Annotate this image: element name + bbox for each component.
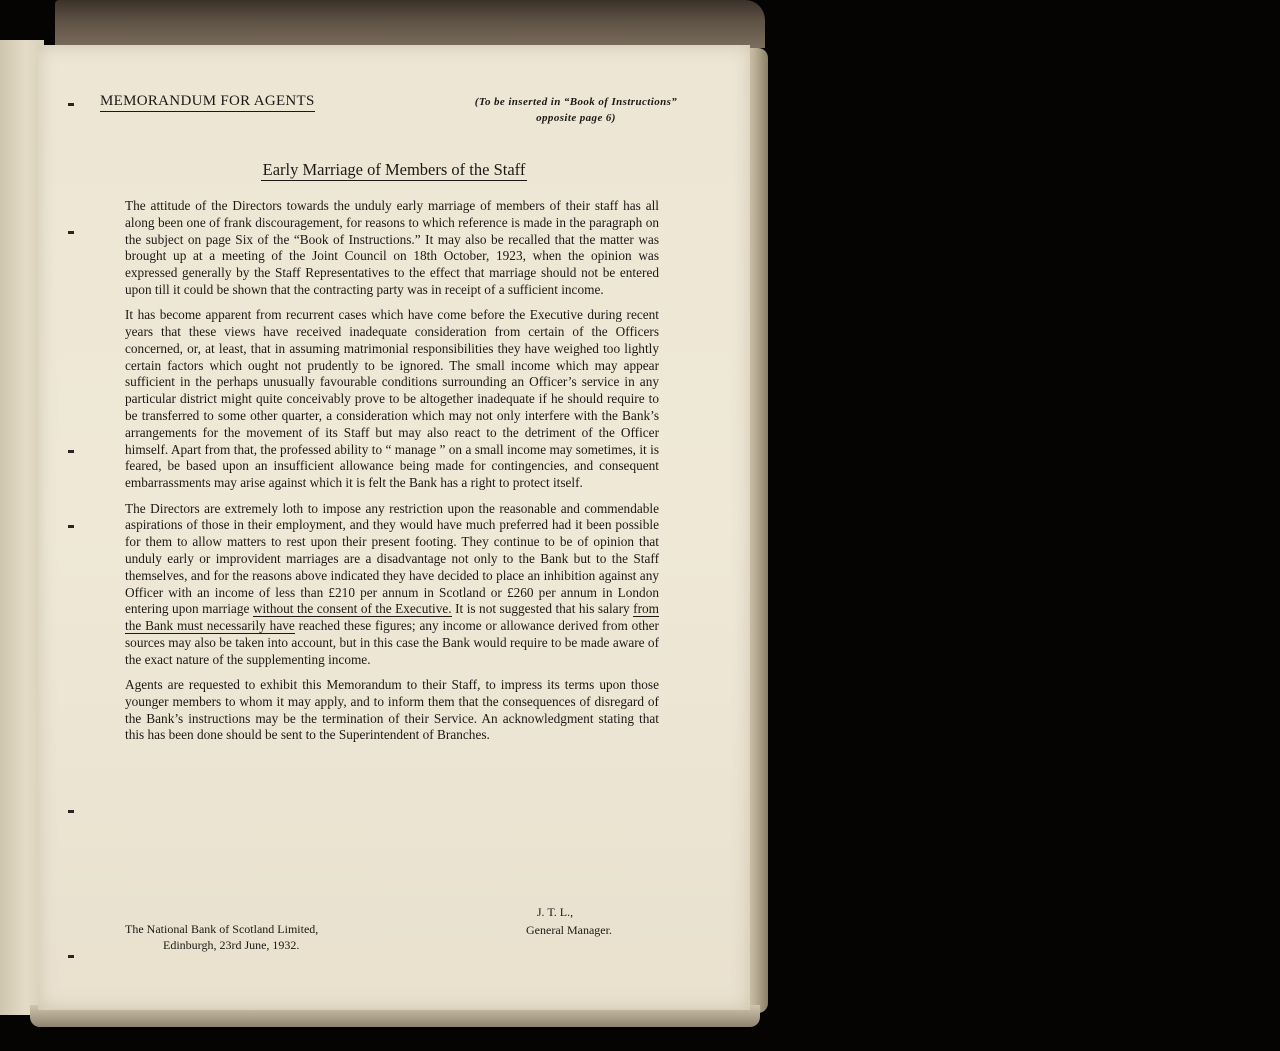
underlined-salary-clause: from the Bank must necessarily have <box>125 601 659 634</box>
gutter-mark <box>68 525 74 528</box>
gutter-mark <box>68 103 74 106</box>
gutter-mark <box>68 231 74 234</box>
paragraph-3-text-a: The Directors are extremely loth to impose any restriction upon the reasonable and commendable aspirations of those in their employment, and they would have much preferred had it been possible for them to allow matters to rest upon their present footing. They continue to be of opinion that unduly early or improvident marriages are a disadvantage not only to the Bank but to the Staff themselves, and for the reasons above indicated they have decided to place an inhibition against any Officer with an income of less than £210 per annum in Scotland or £260 per annum in London entering upon marriage <box>125 500 659 617</box>
insert-note-line1: (To be inserted in “Book of Instructions” <box>474 96 678 108</box>
paragraph-2: It has become apparent from recurrent cases which have come before the Executive during recent years that these views have received inadequate consideration from certain of the Officers concerned, or, at least, that in assuming matrimonial responsibilities they have weighed too lightly certain factors which ought not prudently to be ignored. The small income which may appear sufficient in the perhaps unusually favourable conditions surrounding an Officer’s service in any particular district might quite conceivably prove to be altogether inadequate if he should require to be transferred to some other quarter, a consideration which may not only interfere with the Bank’s arrangements for the movement of its Staff but may also react to the detriment of the Officer himself. Apart from that, the professed ability to “ manage ” on a small income may sometimes, it is feared, be based upon an insufficient allowance being made for contingencies, and consequent embarrassments may arise against which it is felt the Bank has a right to protect itself. <box>125 307 659 491</box>
memo-body <box>125 198 659 753</box>
paragraph-3 <box>125 501 659 669</box>
issuer-block <box>125 921 318 953</box>
memorandum-page <box>38 45 750 1010</box>
paragraph-4: Agents are requested to exhibit this Memorandum to their Staff, to impress its terms upon those younger members to whom it may apply, and to inform them that the consequences of disregard of the Bank’s instructions may be the termination of their Service. An acknowledgment stating that this has been done should be sent to the Superintendent of Branches. <box>125 677 659 743</box>
book-binding-top <box>55 0 765 48</box>
paragraph-3-text-c: reached these figures; any income or allowance derived from other sources may also be taken into account, but in this case the Bank would require to be made aware of the exact nature of the supplementing income. <box>125 618 659 667</box>
paragraph-3-text-b: It is not suggested that his salary <box>451 601 634 617</box>
gutter-mark <box>68 810 74 813</box>
issuer-name: The National Bank of Scotland Limited, <box>125 922 319 936</box>
underlined-consent-clause: without the consent of the Executive. <box>252 601 452 617</box>
issue-place-date: Edinburgh, 23rd June, 1932. <box>163 938 300 952</box>
document-title-text: Early Marriage of Members of the Staff <box>262 160 526 179</box>
signatory-role: General Manager. <box>526 923 612 937</box>
insert-note <box>456 94 696 126</box>
signatory-initials: J. T. L., <box>536 905 574 919</box>
gutter-mark <box>68 955 74 958</box>
document-title <box>38 160 750 180</box>
memo-heading: MEMORANDUM FOR AGENTS <box>100 93 315 112</box>
insert-note-line2: opposite page 6) <box>536 112 616 124</box>
gutter-mark <box>68 450 74 453</box>
paragraph-1: The attitude of the Directors towards the unduly early marriage of members of their staff has all along been one of frank discouragement, for reasons to which reference is made in the paragraph on the subject on page Six of the “Book of Instructions.” It may also be recalled that the matter was brought up at a meeting of the Joint Council on 18th October, 1923, when the opinion was expressed generally by the Staff Representatives to the effect that marriage should not be entered upon till it could be shown that the contracting party was in receipt of a sufficient income. <box>125 198 659 297</box>
signatory-block <box>526 903 612 939</box>
